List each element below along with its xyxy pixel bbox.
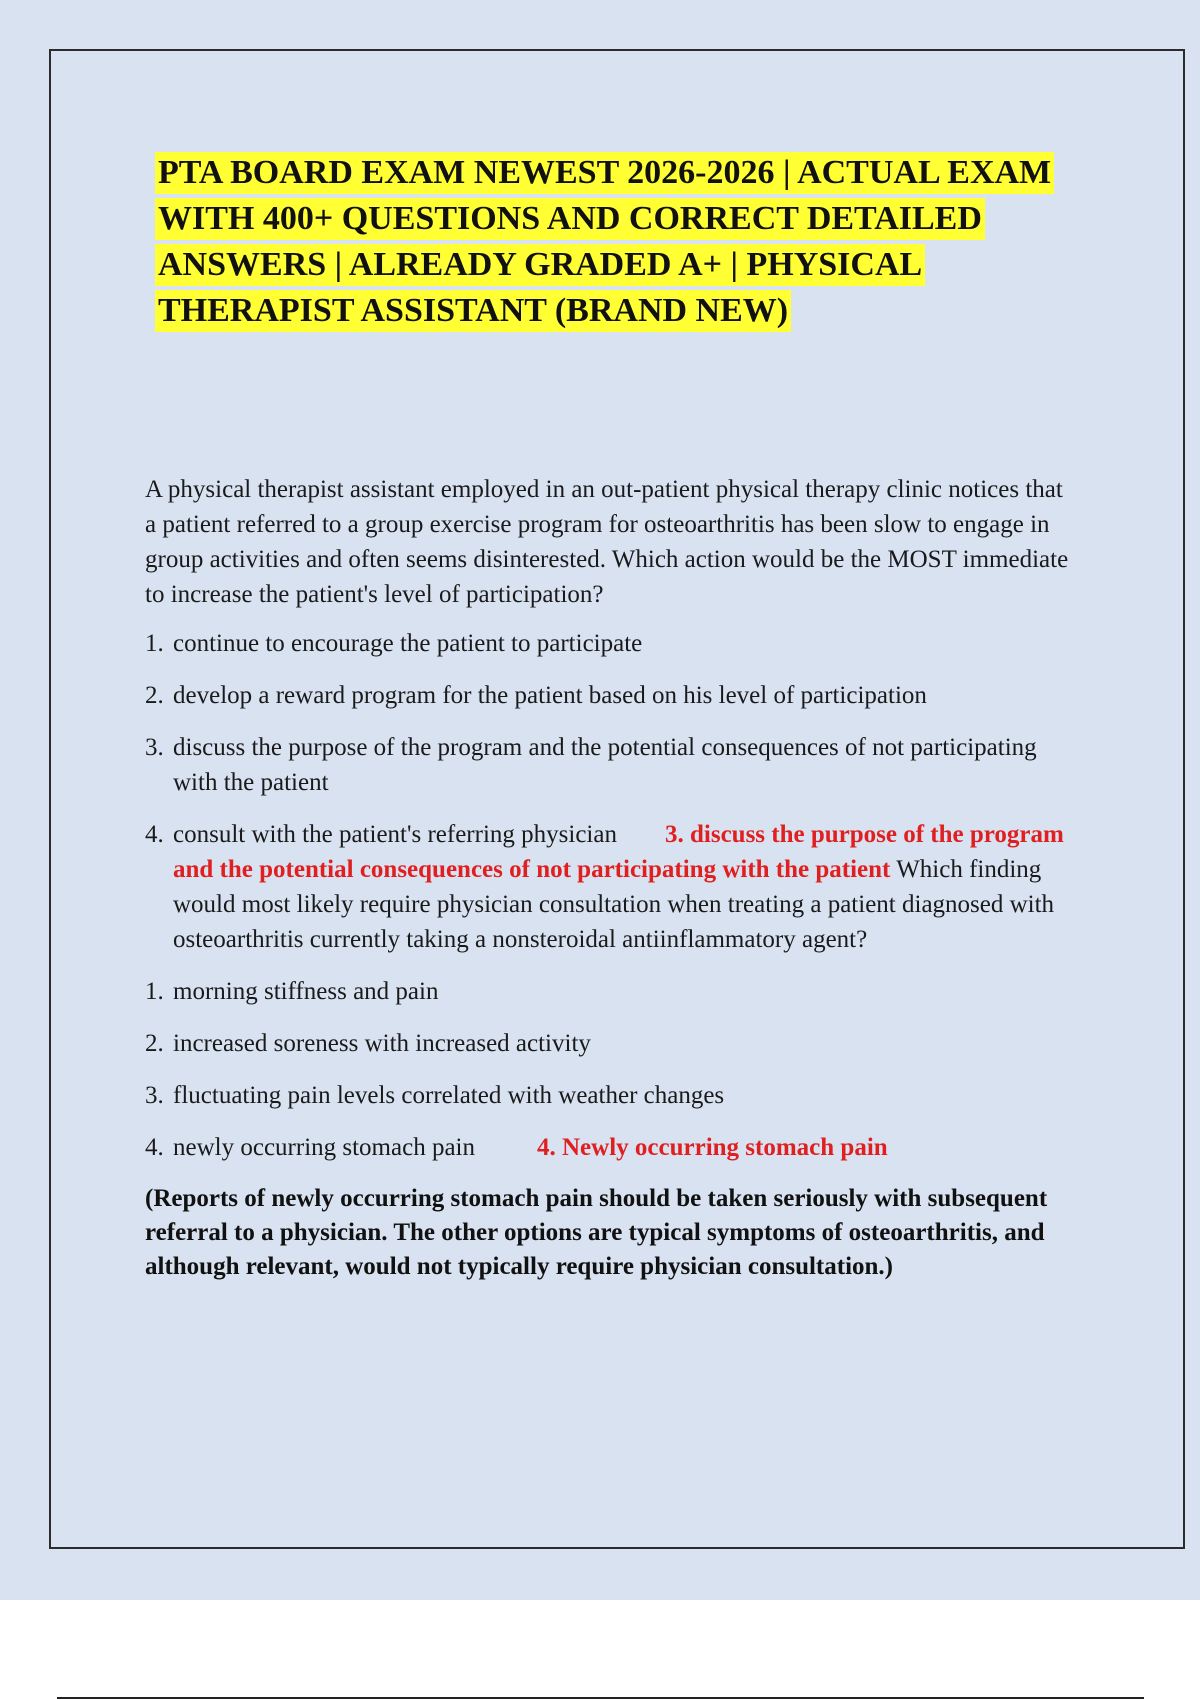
question-2-options bbox=[145, 974, 1080, 1165]
document-body bbox=[145, 472, 1080, 1309]
question-1-option-2: 2. develop a reward program for the patient based on his level of participation bbox=[145, 682, 927, 709]
question-1-options bbox=[145, 626, 1080, 957]
document-title bbox=[155, 150, 1055, 334]
question-2-explanation: (Reports of newly occurring stomach pain should be taken seriously with subsequent referral to a physician. The other options are typical symptoms of osteoarthritis, and although relevant, would not typically require physician consultation.) bbox=[145, 1185, 1048, 1280]
question-1-option-1: 1. continue to encourage the patient to participate bbox=[145, 630, 643, 657]
question-1-answer: 3. discuss the purpose of the program and the potential consequences of not participating with the patient bbox=[173, 821, 1064, 883]
question-2-answer: 4. Newly occurring stomach pain bbox=[537, 1134, 888, 1161]
question-1-text: A physical therapist assistant employed in an out-patient physical therapy clinic notices that a patient referred to a group exercise program for osteoarthritis has been slow to engage in group activities and often seems disinterested. Which action would be the MOST immediate to increase the patient's level of participation? bbox=[145, 476, 1069, 608]
question-2-option-4: 4. newly occurring stomach pain 4. Newly occurring stomach pain bbox=[145, 1134, 888, 1161]
question-2-option-3: 3. fluctuating pain levels correlated with weather changes bbox=[145, 1082, 725, 1109]
question-2-text: Which finding would most likely require physician consultation when treating a patient diagnosed with osteoarthritis currently taking a nonsteroidal antiinflammatory agent? bbox=[173, 856, 1055, 953]
question-2-option-2: 2. increased soreness with increased activity bbox=[145, 1030, 591, 1057]
question-2-option-1: 1. morning stiffness and pain bbox=[145, 978, 439, 1005]
footer-divider bbox=[57, 1697, 1144, 1699]
question-1-option-3: 3. discuss the purpose of the program and the potential consequences of not participating with the patient bbox=[145, 734, 1037, 796]
title-highlight: PTA BOARD EXAM NEWEST 2026-2026 | ACTUAL EXAM WITH 400+ QUESTIONS AND CORRECT DETAILED ANSWERS | ALREADY GRADED A+ | PHYSICAL THERAPIST ASSISTANT (BRAND NEW) bbox=[155, 152, 1054, 332]
question-1-option-4: 4. consult with the patient's referring physician 3. discuss the purpose of the program and the potential consequences of not participating with the patient Which finding would most likely require physician consultation when treating a patient diagnosed with osteoarthritis currently taking a nonsteroidal antiinflammatory agent? bbox=[145, 821, 1064, 953]
